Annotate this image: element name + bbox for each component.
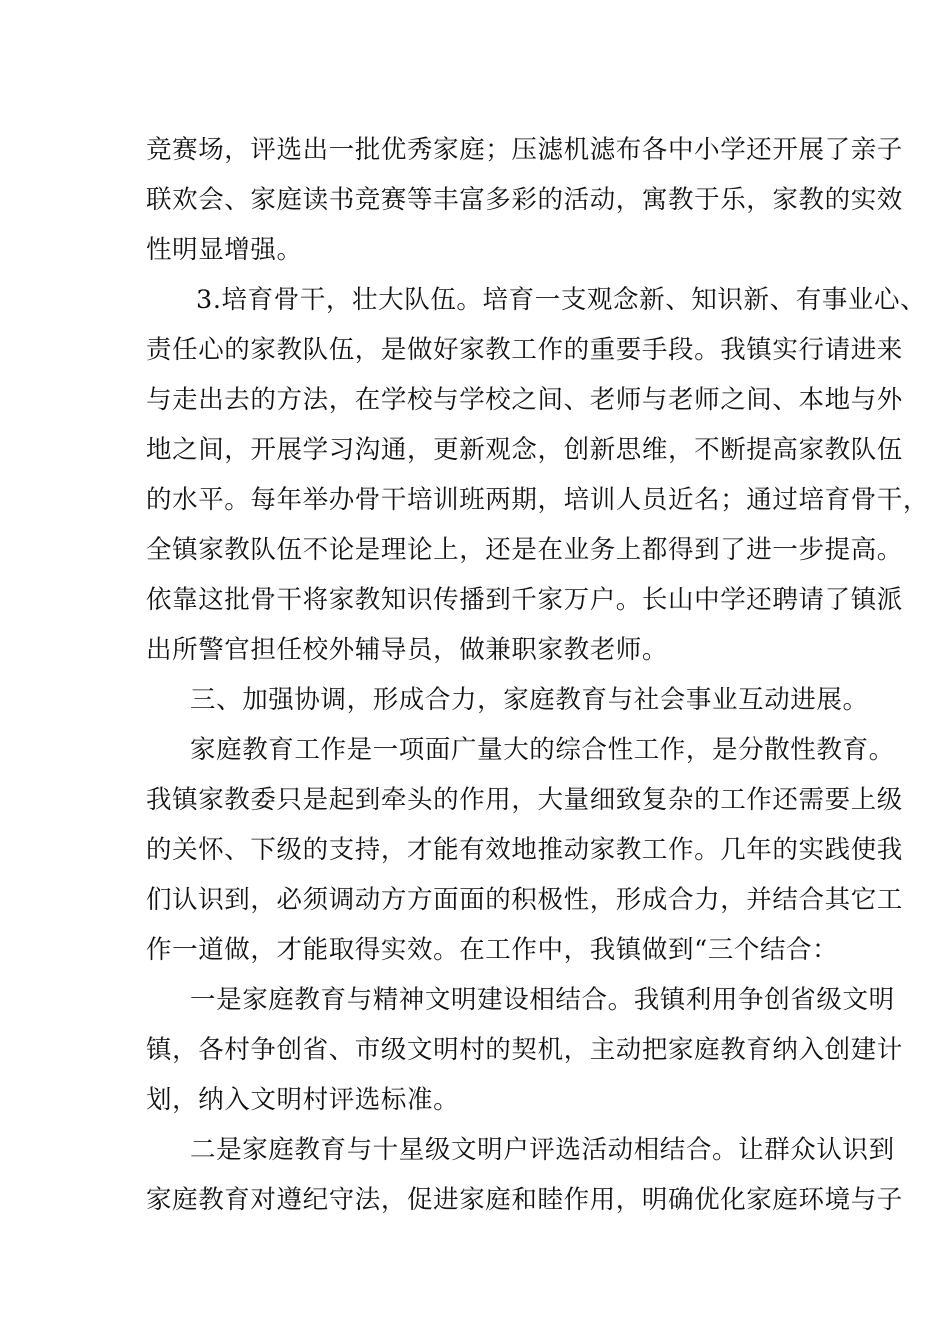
text-line bbox=[0, 975, 950, 1025]
line-text: 划，纳入文明村评选标准。 bbox=[146, 1085, 460, 1115]
line-text: 全镇家教队伍不论是理论上，还是在业务上都得到了进一步提高。 bbox=[146, 535, 903, 565]
line-text: 出所警官担任校外辅导员，做兼职家教老师。 bbox=[146, 635, 669, 665]
text-line bbox=[0, 125, 950, 175]
text-line bbox=[0, 425, 950, 475]
line-text: 们认识到，必须调动方方面面的积极性，形成合力，并结合其它工 bbox=[146, 885, 903, 915]
line-text: 三、加强协调，形成合力，家庭教育与社会事业互动进展。 bbox=[190, 685, 869, 715]
line-text: 作一道做，才能取得实效。在工作中，我镇做到“三个结合： bbox=[146, 935, 839, 965]
text-line bbox=[0, 525, 950, 575]
text-line bbox=[0, 875, 950, 925]
text-line bbox=[0, 325, 950, 375]
text-line bbox=[0, 1075, 950, 1125]
line-text: 家庭教育对遵纪守法，促进家庭和睦作用，明确优化家庭环境与子 bbox=[146, 1185, 903, 1215]
line-text: 镇，各村争创省、市级文明村的契机，主动把家庭教育纳入创建计 bbox=[146, 1035, 903, 1065]
line-text: 的水平。每年举办骨干培训班两期，培训人员近名；通过培育骨干， bbox=[146, 485, 930, 515]
line-text: 地之间，开展学习沟通，更新观念，创新思维，不断提高家教队伍 bbox=[146, 435, 903, 465]
line-text: 二是家庭教育与十星级文明户评选活动相结合。让群众认识到 bbox=[190, 1135, 895, 1165]
text-line bbox=[0, 775, 950, 825]
text-line bbox=[0, 225, 950, 275]
line-text: 的关怀、下级的支持，才能有效地推动家教工作。几年的实践使我 bbox=[146, 835, 903, 865]
line-text: 性明显增强。 bbox=[146, 235, 303, 265]
line-text: 联欢会、家庭读书竞赛等丰富多彩的活动，寓教于乐，家教的实效 bbox=[146, 185, 903, 215]
text-line bbox=[0, 725, 950, 775]
text-line bbox=[0, 375, 950, 425]
text-line bbox=[0, 475, 950, 525]
line-text: 依靠这批骨干将家教知识传播到千家万户。长山中学还聘请了镇派 bbox=[146, 585, 903, 615]
text-line bbox=[0, 275, 950, 325]
line-text: 一是家庭教育与精神文明建设相结合。我镇利用争创省级文明 bbox=[190, 985, 895, 1015]
text-line bbox=[0, 575, 950, 625]
text-line bbox=[0, 1025, 950, 1075]
line-text: 责任心的家教队伍，是做好家教工作的重要手段。我镇实行请进来 bbox=[146, 335, 903, 365]
line-text: 我镇家教委只是起到牵头的作用，大量细致复杂的工作还需要上级 bbox=[146, 785, 903, 815]
text-line bbox=[0, 825, 950, 875]
text-line bbox=[0, 1175, 950, 1225]
text-line bbox=[0, 925, 950, 975]
text-line bbox=[0, 1125, 950, 1175]
line-text: 竞赛场，评选出一批优秀家庭；压滤机滤布各中小学还开展了亲子 bbox=[146, 135, 903, 165]
text-line bbox=[0, 175, 950, 225]
line-text: 与走出去的方法，在学校与学校之间、老师与老师之间、本地与外 bbox=[146, 385, 903, 415]
line-text: 3.培育骨干，壮大队伍。培育一支观念新、知识新、有事业心、 bbox=[196, 285, 927, 315]
section-heading bbox=[0, 675, 950, 725]
line-text: 家庭教育工作是一项面广量大的综合性工作，是分散性教育。 bbox=[190, 735, 895, 765]
text-line bbox=[0, 625, 950, 675]
